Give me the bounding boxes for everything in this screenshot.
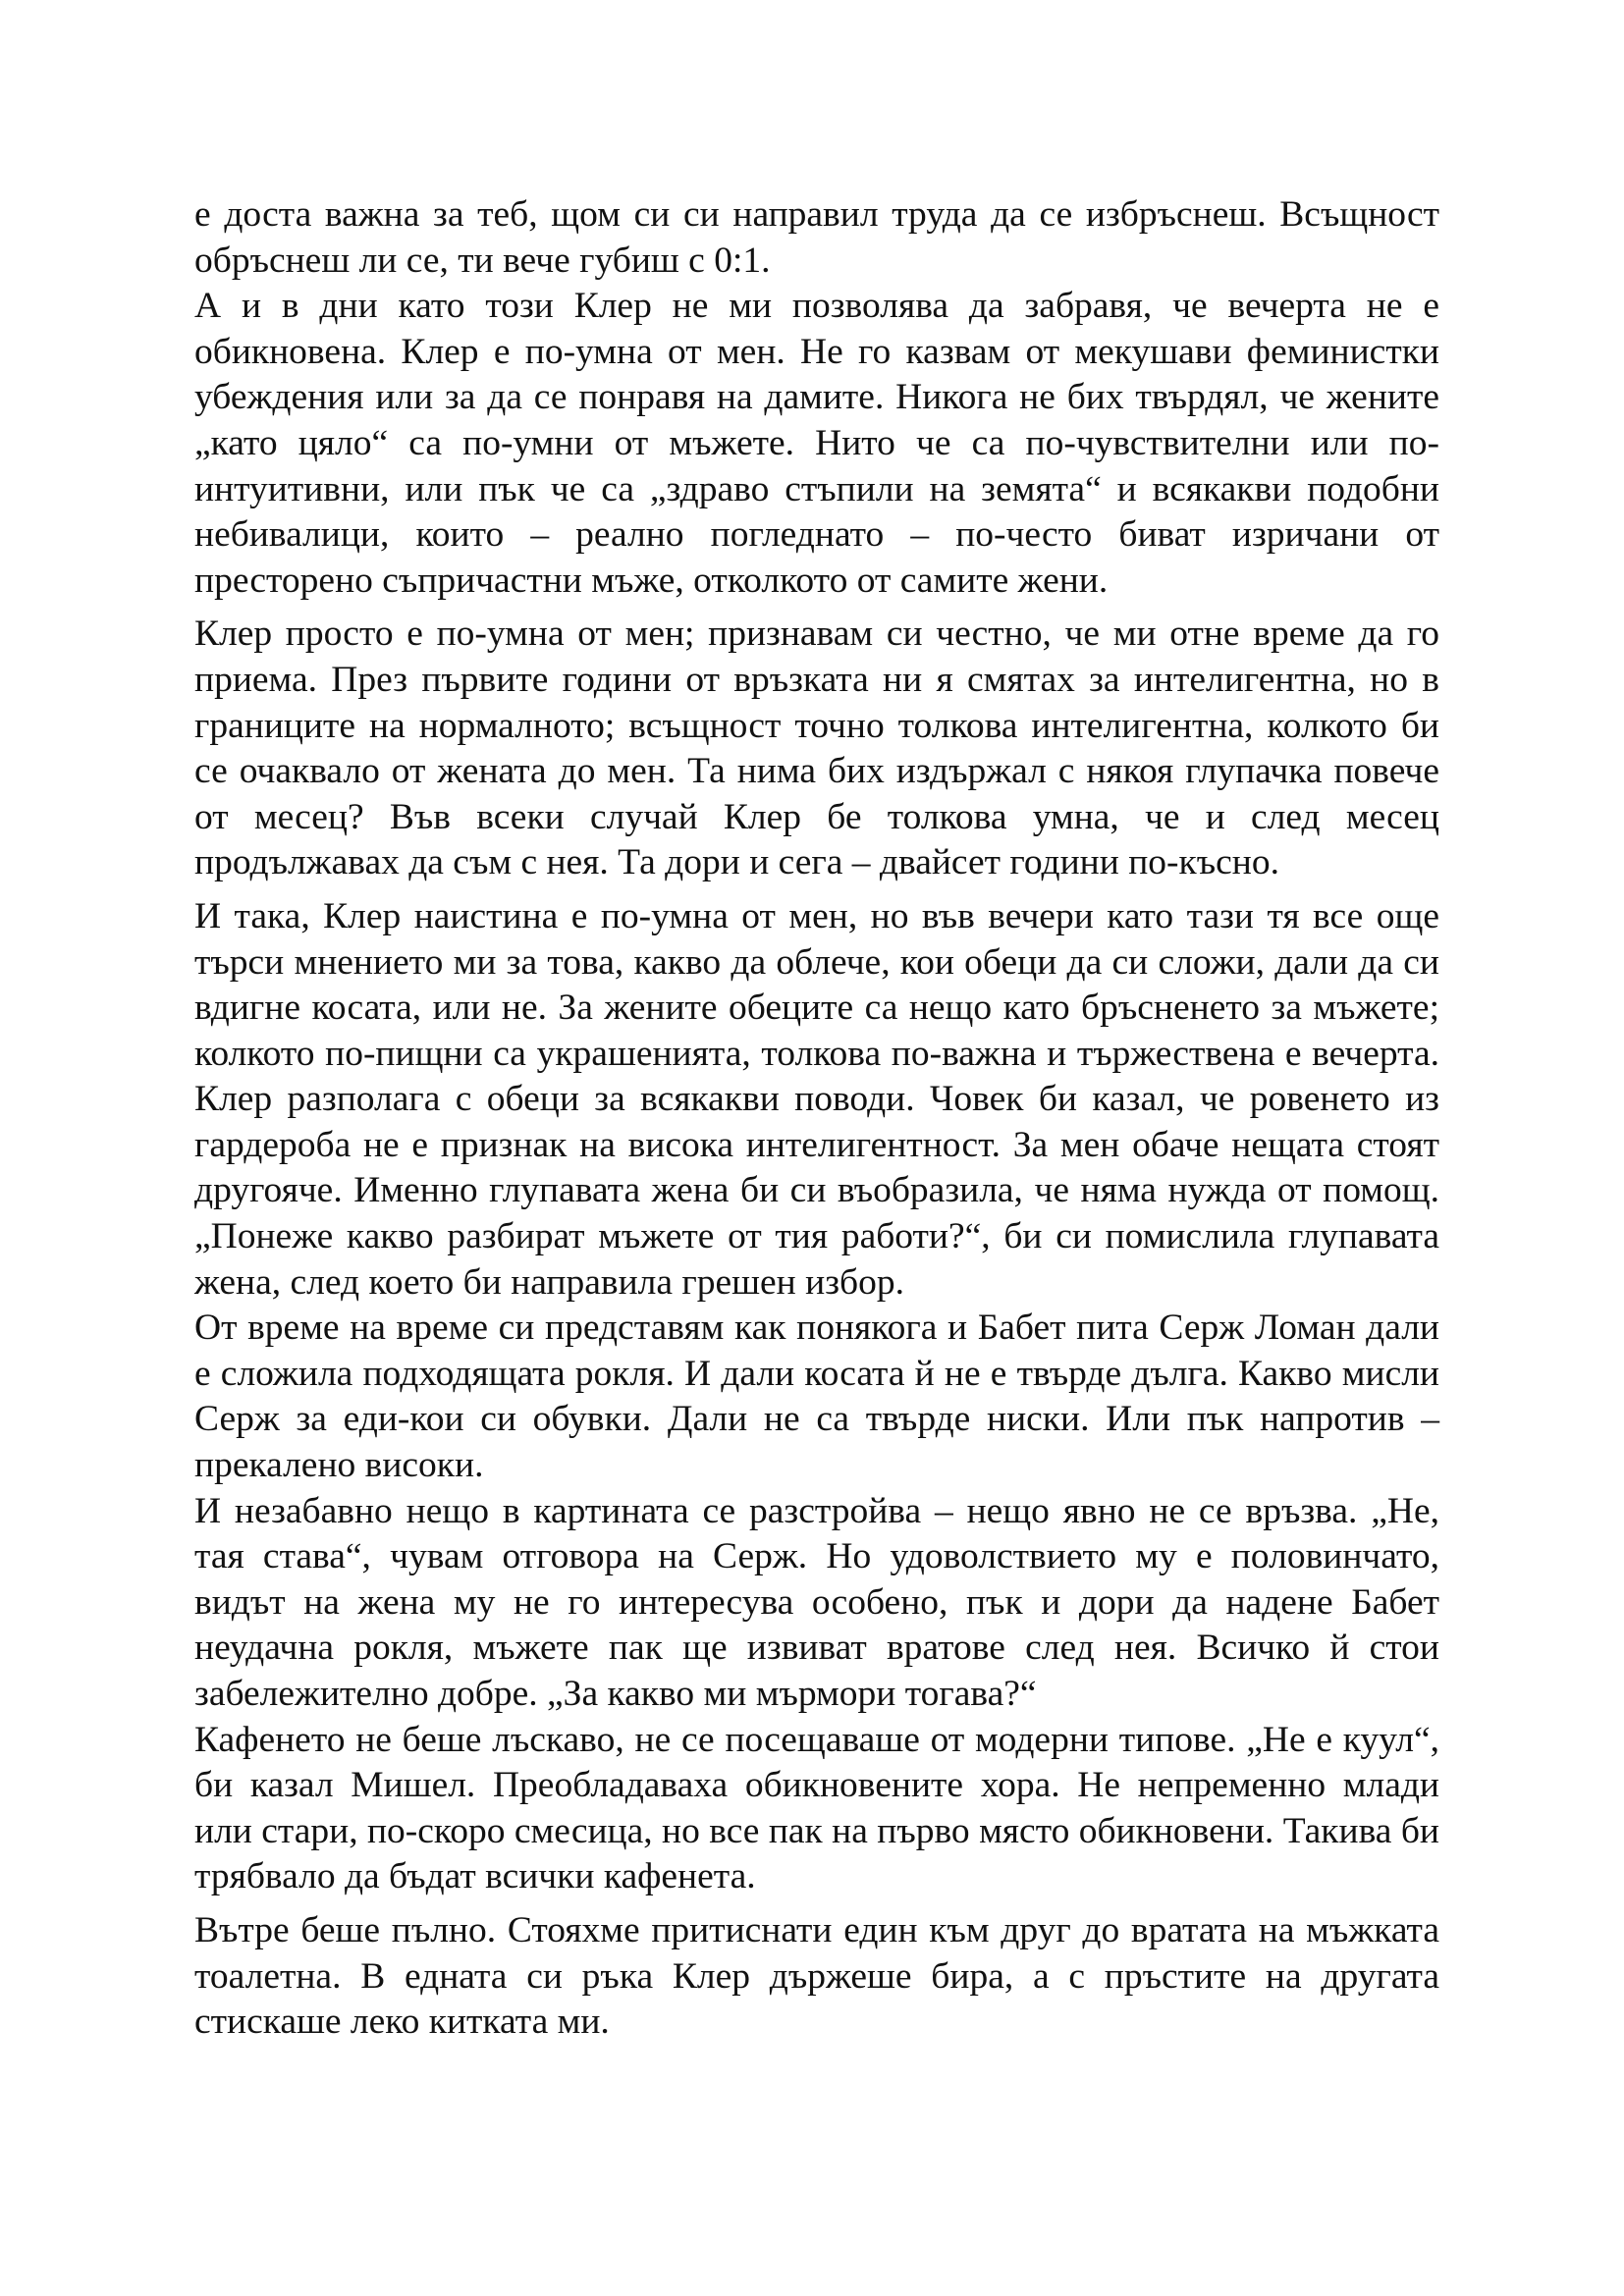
paragraph-7: Кафенето не беше лъскаво, не се посещаваше от модерни типове. „Не е куул“, би казал Мишел. Преобладаваха обикновените хора. Не непременно млади или стари, по-скоро смесица, но все пак на първо място обикновени. Такива би трябвало да бъдат всички кафенета. (194, 1719, 1439, 1897)
paragraph-5: От време на време си представям как понякога и Бабет пита Серж Ломан дали е сложила подходящата рокля. И дали косата й не е твърде дълга. Какво мисли Серж за еди-кои си обувки. Дали не са твърде ниски. Или пък напротив – прекалено високи. (194, 1308, 1439, 1486)
paragraph-3: Клер просто е по-умна от мен; признавам си честно, че ми отне време да го приема. През първите години от връзката ни я смятах за интелигентна, но в границите на нормалното; всъщност точно толкова интелигентна, колкото би се очаквало от жената до мен. Та нима бих издържал с някоя глупачка повече от месец? Във всеки случай Клер бе толкова умна, че и след месец продължавах да съм с нея. Та дори и сега – двайсет години по-късно. (194, 614, 1439, 883)
paragraph-6: И незабавно нещо в картината се разстройва – нещо явно не се връзва. „Не, тая става“, чувам отговора на Серж. Но удоволствието му е половинчато, видът на жена му не го интересува особено, пък и дори да надене Бабет неудачна рокля, мъжете пак ще извиват вратове след нея. Всичко й стои забележително добре. „За какво ми мърмори тогава?“ (194, 1490, 1439, 1714)
paragraph-2: А и в дни като този Клер не ми позволява да забравя, че вечерта не е обикновена. Клер е по-умна от мен. Не го казвам от мекушави феминистки убеждения или за да се понравя на дамите. Никога не бих твърдял, че жените „като цяло“ са по-умни от мъжете. Нито че са по-чувствителни или по-интуитивни, или пък че са „здраво стъпили на земята“ и всякакви подобни небивалици, които – реално погледнато – по-често биват изричани от престорено съпричастни мъже, отколкото от самите жени. (194, 286, 1439, 601)
paragraph-1: е доста важна за теб, щом си си направил труда да се избръснеш. Всъщност обръснеш ли се, ти вече губиш с 0:1. (194, 194, 1439, 281)
paragraph-8: Вътре беше пълно. Стояхме притиснати един към друг до вратата на мъжката тоалетна. В едната си ръка Клер държеше бира, а с пръстите на другата стискаше леко китката ми. (194, 1909, 1439, 2043)
paragraph-4: И така, Клер наистина е по-умна от мен, но във вечери като тази тя все още търси мнението ми за това, какво да облече, кои обеци да си сложи, дали да си вдигне косата, или не. За жените обеците са нещо като бръсненето за мъжете; колкото по-пищни са украшенията, толкова по-важна и тържествена е вечерта. Клер разполага с обеци за всякакви поводи. Човек би казал, че ровенето из гардероба не е признак на висока интелигентност. За мен обаче нещата стоят другояче. Именно глупавата жена би си въобразила, че няма нужда от помощ. „Понеже какво разбират мъжете от тия работи?“, би си помислила глупавата жена, след което би направила грешен избор. (194, 895, 1439, 1303)
document-page (194, 192, 1439, 2046)
